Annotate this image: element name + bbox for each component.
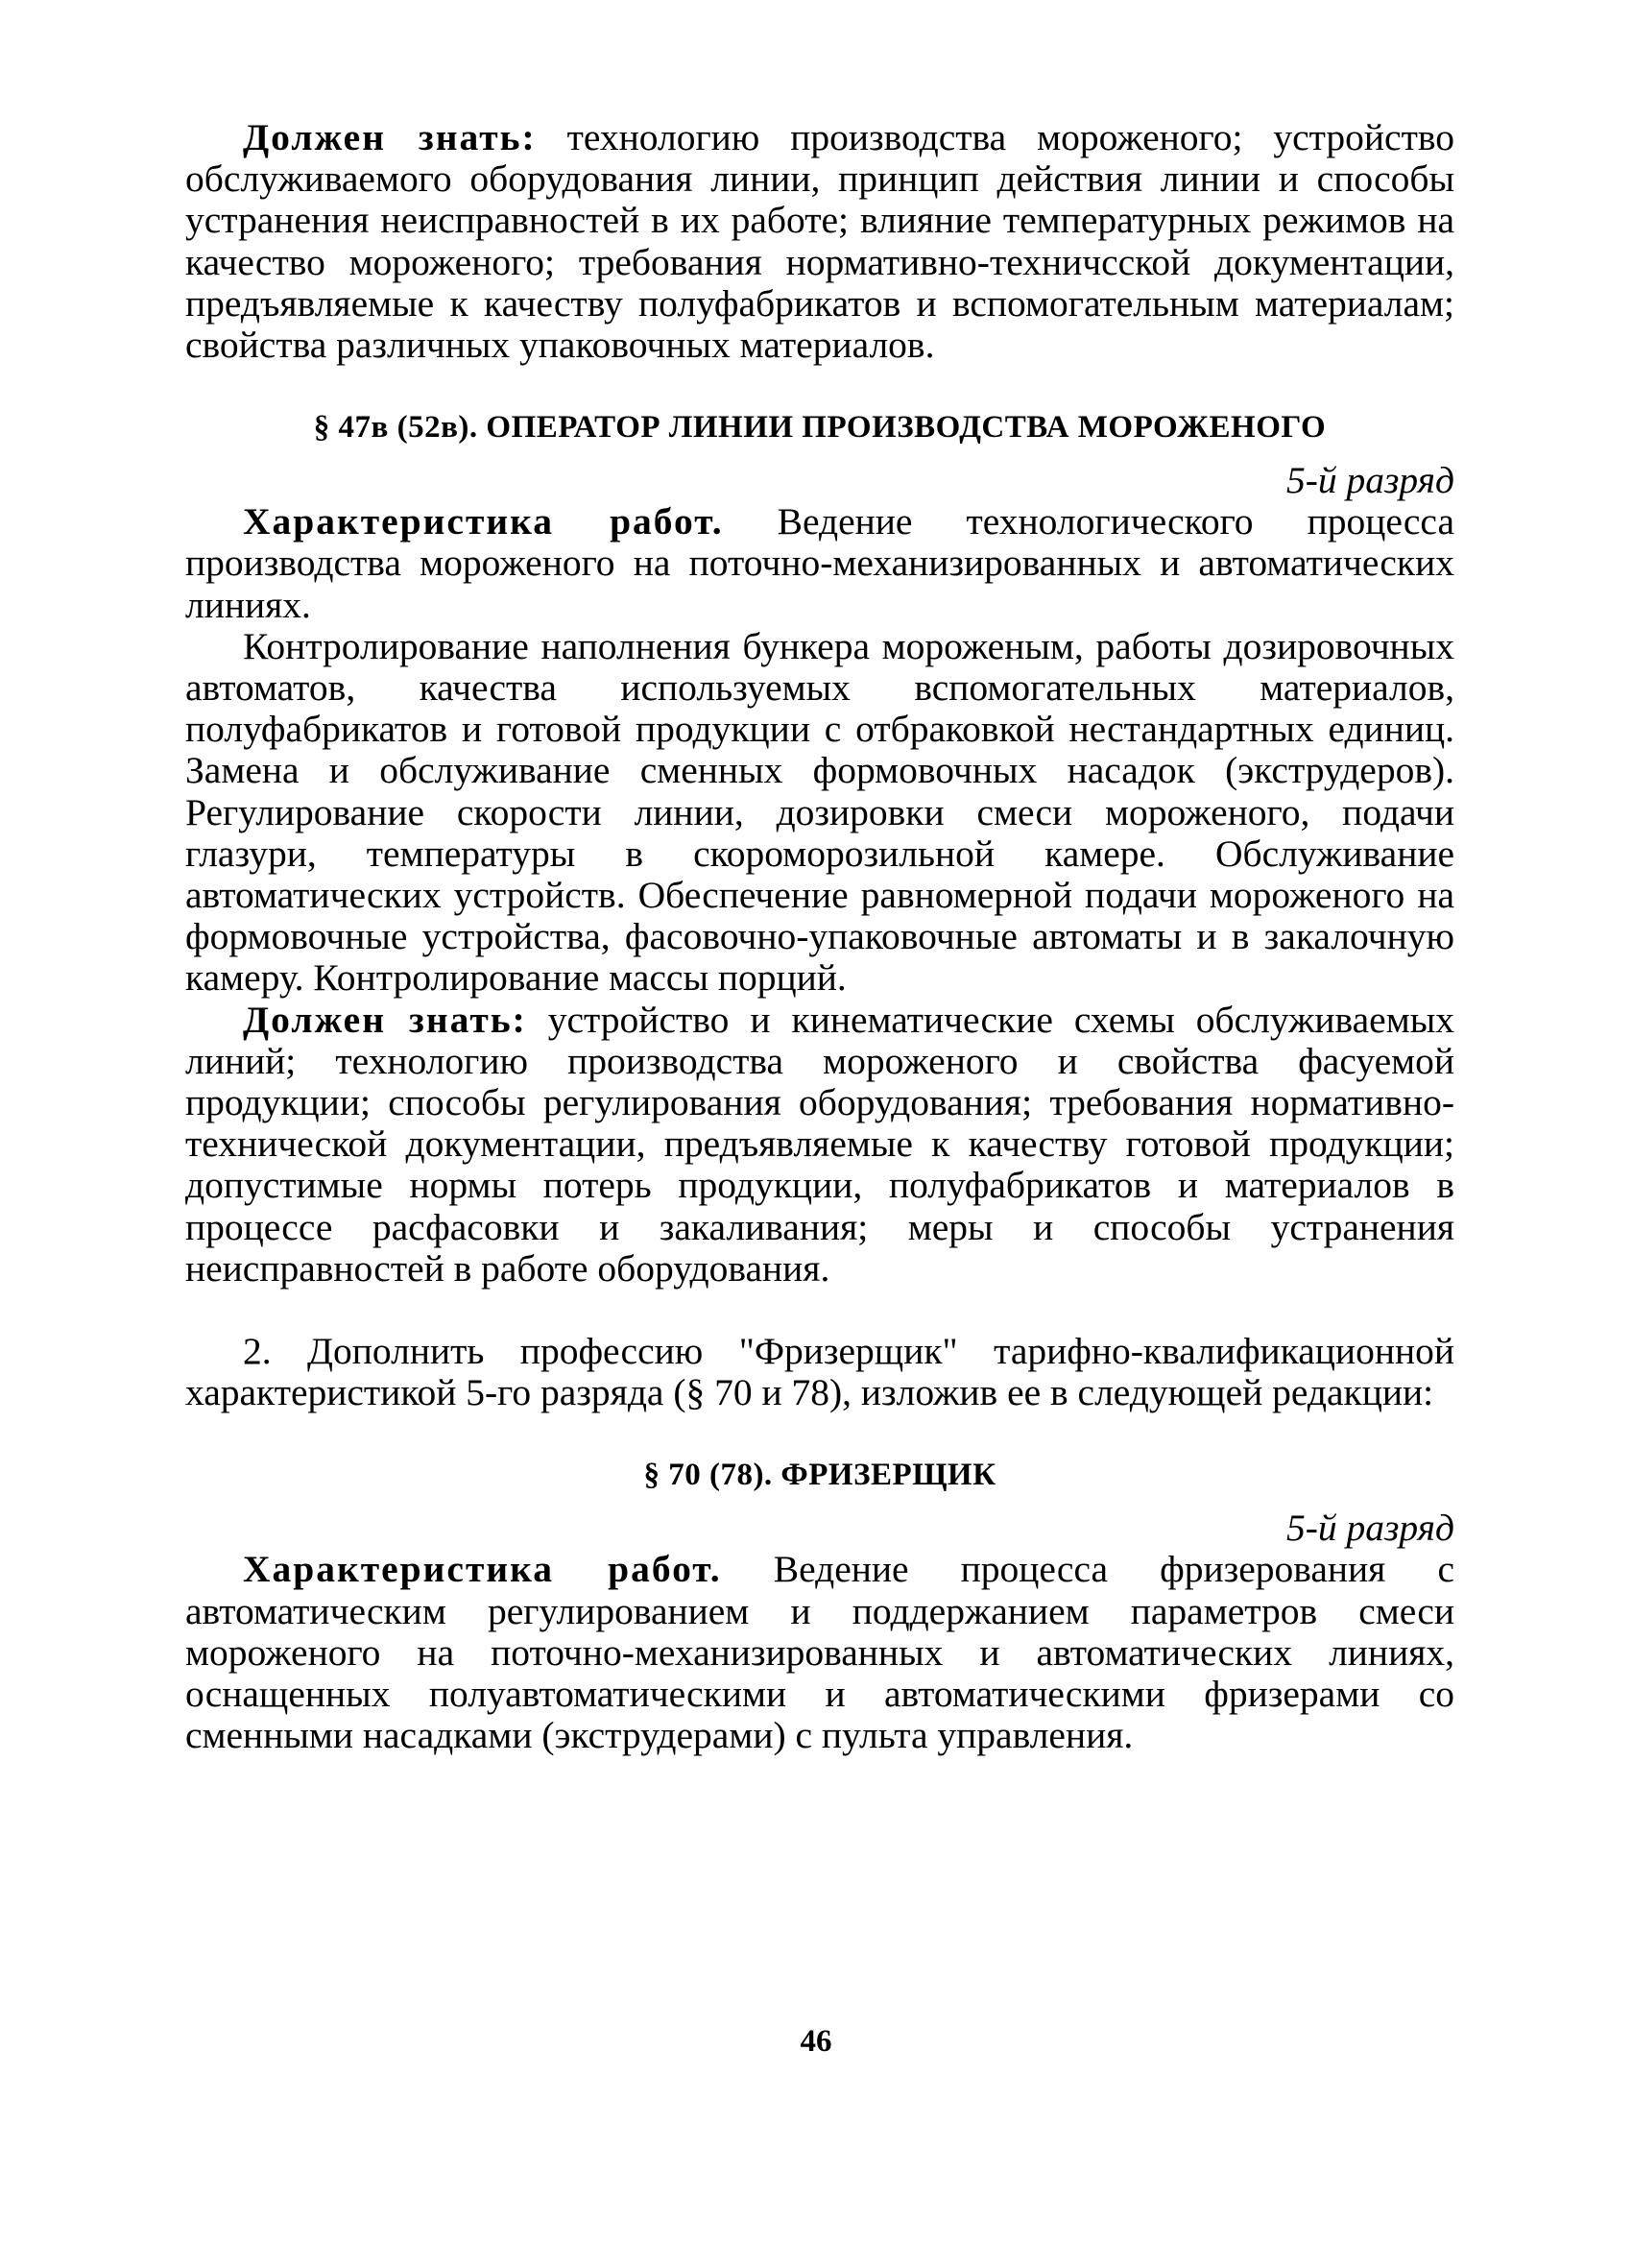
block1-lead: Должен знать: [243, 116, 537, 158]
section1-title: § 47в (52в). ОПЕРАТОР ЛИНИИ ПРОИЗВОДСТВА МОРОЖЕНОГО [313, 410, 1327, 446]
item2-paragraph: 2. Дополнить профессию "Фризерщик" тарифно-квалификационной характеристикой 5-го разряда (§ 70 и 78), изложив ее в следующей редакции: [185, 1330, 1454, 1414]
section2-rank: 5-й разряд [1285, 1507, 1454, 1550]
section2-characteristic [185, 1549, 1454, 1756]
section2-title: § 70 (78). ФРИЗЕРЩИК [643, 1458, 996, 1493]
section1-know-lead: Должен знать: [243, 998, 527, 1041]
section1-know-paragraph [185, 1000, 1454, 1290]
page-number: 46 [800, 2024, 832, 2059]
section1-characteristic [185, 501, 1454, 626]
section1-rank: 5-й разряд [1285, 459, 1454, 502]
block1-text: технологию производства мороженого; устройство обслуживаемого оборудования линии, принцип действия линии и способы устранения неисправностей в их работе; влияние температурных режимов на качество мороженого; требования нормативно-техничсской документации, предъявляемые к качеству полуфабрикатов и вспомогательным материалам; свойства различных упаковочных материалов. [185, 116, 1454, 367]
document-page [185, 117, 1454, 1757]
section1-know-text: устройство и кинематические схемы обслуживаемых линий; технологию производства мороженого и свойства фасуемой продукции; способы регулирования оборудования; требования нормативно-технической документации, предъявляемые к качеству готовой продукции; допустимые нормы потерь продукции, полуфабрикатов и материалов в процессе расфасовки и закаливания; меры и способы устранения неисправностей в работе оборудования. [185, 998, 1454, 1290]
section1-char-text: Ведение технологического процесса производства мороженого на поточно-механизированных и автоматических линиях. [185, 500, 1454, 626]
section2-char-lead: Характеристика работ. [243, 1548, 722, 1591]
section1-control-paragraph: Контролирование наполнения бункера мороженым, работы дозировочных автоматов, качества используемых вспомогательных материалов, полуфабрикатов и готовой продукции с отбраковкой нестандартных единиц. Замена и обслуживание сменных формовочных насадок (экструдеров). Регулирование скорости линии, дозировки смеси мороженого, подачи глазури, температуры в скороморозильной камере. Обслуживание автоматических устройств. Обеспечение равномерной подачи мороженого на формовочные устройства, фасовочно-упаковочные автоматы и в закалочную камеру. Контролирование массы порций. [185, 624, 1454, 1000]
section2-char-text: Ведение процесса фризерования с автоматическим регулированием и поддержанием параметров смеси мороженого на поточно-механизированных и автоматических линиях, оснащенных полуавтоматическими и автоматическими фризерами со сменными насадками (экструдерами) с пульта управления. [185, 1548, 1454, 1757]
section1-char-lead: Характеристика работ. [243, 500, 724, 543]
block1-paragraph [185, 117, 1454, 366]
